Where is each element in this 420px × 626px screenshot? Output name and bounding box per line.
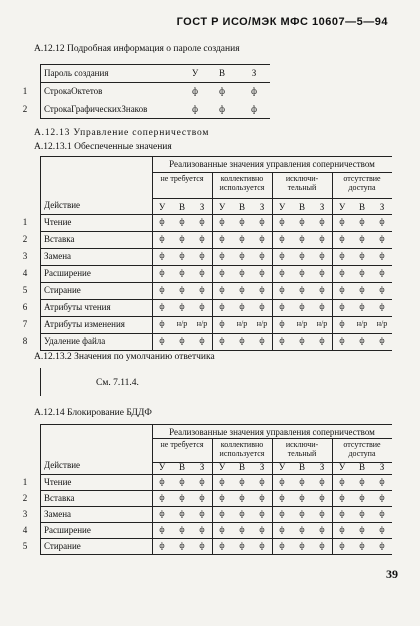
s2-cell: ф xyxy=(199,285,205,294)
section-title-a1212: А.12.12 Подробная информация о пароле создания xyxy=(34,44,240,54)
s2-cell: ф xyxy=(359,251,365,260)
s2-cell: ф xyxy=(299,268,305,277)
s2-cell: ф xyxy=(179,285,185,294)
s2-cell: ф xyxy=(259,336,265,345)
s2-cell: ф xyxy=(219,319,225,328)
s2-cell: ф xyxy=(279,217,285,226)
s2-cell: ф xyxy=(379,234,385,243)
s2-cell: ф xyxy=(319,336,325,345)
s2-cell: ф xyxy=(379,251,385,260)
s2-cell: ф xyxy=(239,251,245,260)
s2-cell: ф xyxy=(319,302,325,311)
s3-col-head: В xyxy=(358,462,365,472)
s2-cell: ф xyxy=(279,302,285,311)
s3-row-label: Расширение xyxy=(44,525,91,535)
s2-cell: н/р xyxy=(356,319,368,328)
s3-cell: ф xyxy=(279,525,285,534)
s2-cell: ф xyxy=(339,268,345,277)
s2-col-head: У xyxy=(158,202,166,212)
s2-cell: ф xyxy=(299,234,305,243)
t1-row-number: 2 xyxy=(22,104,28,114)
s2-row-number: 7 xyxy=(22,319,28,329)
t1-row-label: СтрокаОктетов xyxy=(44,86,103,96)
s2-cell: ф xyxy=(239,234,245,243)
s3-cell: ф xyxy=(199,477,205,486)
s3-group-head: исключи-тельный xyxy=(285,440,319,458)
s2-cell: ф xyxy=(179,217,185,226)
s3-row-label: Чтение xyxy=(44,477,72,487)
s2-col-head: В xyxy=(298,202,305,212)
s2-cell: ф xyxy=(279,268,285,277)
t1-top-rule xyxy=(40,64,270,65)
s3-row-number: 2 xyxy=(22,493,28,503)
s2-cell: н/р xyxy=(256,319,268,328)
s2-group-head: отсутствие доступа xyxy=(343,174,381,192)
s2-cell: ф xyxy=(359,285,365,294)
s3-cell: ф xyxy=(159,493,165,502)
s3-row-label: Вставка xyxy=(44,493,75,503)
s3-cell: ф xyxy=(319,525,325,534)
s2-cell: ф xyxy=(279,251,285,260)
s3-group-head: коллективно используется xyxy=(219,440,265,458)
s3-cell: ф xyxy=(279,541,285,550)
s2-cell: ф xyxy=(179,268,185,277)
s2-row-rule xyxy=(40,231,392,232)
s2-cell: ф xyxy=(279,285,285,294)
s3-span-header: Реализованные значения управления соперничеством xyxy=(169,427,375,437)
s3-row-rule xyxy=(40,506,392,507)
s2-cell: ф xyxy=(239,285,245,294)
s2-col-head: З xyxy=(379,202,385,212)
s2-span-header: Реализованные значения управления соперничеством xyxy=(169,159,375,169)
s2-cell: ф xyxy=(159,268,165,277)
s3-row-number: 4 xyxy=(22,525,28,535)
s3-cell: ф xyxy=(359,541,365,550)
s2-group-divider xyxy=(332,172,333,350)
s2-cell: ф xyxy=(379,302,385,311)
s2-cell: ф xyxy=(299,217,305,226)
s3-col-head: В xyxy=(178,462,185,472)
s3-left-rule xyxy=(40,424,41,554)
s2-cell: ф xyxy=(359,336,365,345)
subsection-title-a12131: А.12.13.1 Обеспеченные значения xyxy=(34,142,172,152)
s2-cell: ф xyxy=(159,302,165,311)
s2-cell: ф xyxy=(199,251,205,260)
s2-cell: ф xyxy=(339,336,345,345)
s2-cell: ф xyxy=(179,234,185,243)
s2-row-rule xyxy=(40,248,392,249)
s2-col-head: З xyxy=(319,202,325,212)
s2-cell: ф xyxy=(359,302,365,311)
s3-cell: ф xyxy=(299,525,305,534)
s3-cell: ф xyxy=(179,509,185,518)
s3-cell: ф xyxy=(299,541,305,550)
s2-cell: ф xyxy=(359,268,365,277)
s3-col-head: У xyxy=(338,462,346,472)
s2-cell: н/р xyxy=(176,319,188,328)
t1-bottom-rule xyxy=(40,118,270,119)
s2-row-rule xyxy=(40,265,392,266)
s2-cell: ф xyxy=(279,319,285,328)
t1-cell: ф xyxy=(251,86,257,96)
s2-cell: ф xyxy=(339,319,345,328)
s3-cell: ф xyxy=(279,477,285,486)
t1-col-head: В xyxy=(218,68,225,78)
s2-cell: ф xyxy=(299,302,305,311)
s3-cell: ф xyxy=(379,525,385,534)
s2-cell: н/р xyxy=(296,319,308,328)
s2-cell: ф xyxy=(239,217,245,226)
s2-cell: ф xyxy=(219,302,225,311)
s3-cell: ф xyxy=(259,509,265,518)
s2-row-number: 2 xyxy=(22,234,28,244)
s3-row-label: Стирание xyxy=(44,541,81,551)
section-title-a1214: А.12.14 Блокирование БДДФ xyxy=(34,408,152,418)
section-title-a1213: А.12.13 Управление соперничеством xyxy=(34,128,210,138)
s2-row-number: 4 xyxy=(22,268,28,278)
s2-row-rule xyxy=(40,333,392,334)
s2-cell: ф xyxy=(159,285,165,294)
s3-action-head: Действие xyxy=(44,460,81,470)
t1-row-number: 1 xyxy=(22,86,28,96)
s3-cell: ф xyxy=(259,477,265,486)
s2-group-head: коллективно используется xyxy=(219,174,265,192)
s2-cell: ф xyxy=(259,234,265,243)
s2-cell: ф xyxy=(379,217,385,226)
s2-cell: ф xyxy=(219,336,225,345)
s2-cell: ф xyxy=(199,336,205,345)
s2-cell: ф xyxy=(299,285,305,294)
s3-cell: ф xyxy=(239,525,245,534)
s3-cell: ф xyxy=(219,525,225,534)
s3-cell: ф xyxy=(299,509,305,518)
t1-cell: ф xyxy=(192,86,198,96)
s2-cell: ф xyxy=(339,285,345,294)
s3-cell: ф xyxy=(279,493,285,502)
s2-row-label: Удаление файла xyxy=(44,336,106,346)
s2-cell: ф xyxy=(239,302,245,311)
s3-row-number: 3 xyxy=(22,509,28,519)
s2-cell: ф xyxy=(219,251,225,260)
s3-row-number: 1 xyxy=(22,477,28,487)
s2-cell: ф xyxy=(259,285,265,294)
s3-header-rule xyxy=(40,474,392,475)
s3-col-head: В xyxy=(238,462,245,472)
s3-col-head: З xyxy=(259,462,265,472)
s3-top-rule xyxy=(40,424,392,425)
t1-left-rule xyxy=(40,64,41,118)
s3-cell: ф xyxy=(159,541,165,550)
s3-cell: ф xyxy=(359,509,365,518)
t1-cell: ф xyxy=(219,104,225,114)
s3-cell: ф xyxy=(319,509,325,518)
reference-text: См. 7.11.4. xyxy=(96,378,139,388)
s2-cell: н/р xyxy=(316,319,328,328)
s2-cell: ф xyxy=(339,217,345,226)
s2-cell: ф xyxy=(379,336,385,345)
s2-divider xyxy=(152,156,153,350)
document-header: ГОСТ Р ИСО/МЭК МФС 10607—5—94 xyxy=(176,16,388,28)
s3-cell: ф xyxy=(159,509,165,518)
s2-cell: ф xyxy=(319,251,325,260)
s3-cell: ф xyxy=(379,477,385,486)
s2-row-rule xyxy=(40,299,392,300)
s2-row-rule xyxy=(40,350,392,351)
s3-cell: ф xyxy=(379,509,385,518)
s2-cell: ф xyxy=(219,285,225,294)
s2-cell: ф xyxy=(199,217,205,226)
s2-action-head: Действие xyxy=(44,200,81,210)
s2-cell: ф xyxy=(199,302,205,311)
t1-cell: ф xyxy=(219,86,225,96)
s2-cell: ф xyxy=(199,234,205,243)
s2-row-label: Вставка xyxy=(44,234,75,244)
s2-cell: ф xyxy=(339,251,345,260)
ref-bracket xyxy=(40,368,41,396)
s3-cell: ф xyxy=(339,541,345,550)
s3-col-head: В xyxy=(298,462,305,472)
s3-cell: ф xyxy=(179,477,185,486)
s3-cell: ф xyxy=(319,477,325,486)
s3-cell: ф xyxy=(239,493,245,502)
s3-cell: ф xyxy=(259,493,265,502)
s2-row-label: Атрибуты изменения xyxy=(44,319,125,329)
s2-row-number: 6 xyxy=(22,302,28,312)
s2-cell: ф xyxy=(359,217,365,226)
s2-header-rule xyxy=(40,214,392,215)
s2-cell: ф xyxy=(179,336,185,345)
s2-row-rule xyxy=(40,282,392,283)
s2-cell: ф xyxy=(379,285,385,294)
s3-cell: ф xyxy=(359,477,365,486)
s3-cell: ф xyxy=(219,493,225,502)
s3-col-head: З xyxy=(319,462,325,472)
s3-col-head: З xyxy=(379,462,385,472)
s3-cell: ф xyxy=(259,541,265,550)
s2-cell: ф xyxy=(219,234,225,243)
s3-cell: ф xyxy=(259,525,265,534)
t1-col-head: З xyxy=(251,68,257,78)
t1-row-label: СтрокаГрафическихЗнаков xyxy=(44,104,148,114)
s2-col-head: У xyxy=(338,202,346,212)
s3-cell: ф xyxy=(319,493,325,502)
s2-cell: ф xyxy=(239,268,245,277)
s3-cell: ф xyxy=(219,509,225,518)
s3-row-rule xyxy=(40,490,392,491)
t1-header-rule xyxy=(40,82,270,83)
s2-col-head: У xyxy=(218,202,226,212)
s2-cell: ф xyxy=(379,268,385,277)
s2-cell: ф xyxy=(259,251,265,260)
s2-cell: ф xyxy=(239,336,245,345)
s2-cell: ф xyxy=(159,251,165,260)
page-number: 39 xyxy=(386,567,398,581)
s2-row-rule xyxy=(40,316,392,317)
s3-cell: ф xyxy=(239,541,245,550)
s3-cell: ф xyxy=(299,493,305,502)
s2-cell: ф xyxy=(259,302,265,311)
s2-col-head: В xyxy=(358,202,365,212)
s3-col-head: З xyxy=(199,462,205,472)
s2-row-label: Атрибуты чтения xyxy=(44,302,111,312)
s2-row-number: 3 xyxy=(22,251,28,261)
s3-cell: ф xyxy=(239,509,245,518)
s2-cell: н/р xyxy=(196,319,208,328)
t1-cell: ф xyxy=(192,104,198,114)
s2-cell: ф xyxy=(319,234,325,243)
s2-cell: н/р xyxy=(376,319,388,328)
s2-col-head: В xyxy=(238,202,245,212)
s3-cell: ф xyxy=(379,541,385,550)
s2-cell: ф xyxy=(259,268,265,277)
s3-cell: ф xyxy=(199,509,205,518)
s2-cell: ф xyxy=(299,251,305,260)
s3-cell: ф xyxy=(299,477,305,486)
t1-head-label: Пароль создания xyxy=(44,68,109,78)
s3-cell: ф xyxy=(179,525,185,534)
s2-cell: ф xyxy=(259,217,265,226)
s2-cell: ф xyxy=(179,302,185,311)
s3-group-head: отсутствие доступа xyxy=(343,440,381,458)
s2-cell: ф xyxy=(159,217,165,226)
s3-cell: ф xyxy=(339,477,345,486)
s2-row-number: 1 xyxy=(22,217,28,227)
s3-cell: ф xyxy=(339,509,345,518)
s2-row-label: Стирание xyxy=(44,285,81,295)
s2-top-rule xyxy=(40,156,392,157)
s2-col-head: З xyxy=(199,202,205,212)
s2-cell: ф xyxy=(219,217,225,226)
s2-row-label: Расширение xyxy=(44,268,91,278)
s3-row-number: 5 xyxy=(22,541,28,551)
s3-col-head: У xyxy=(218,462,226,472)
s3-cell: ф xyxy=(379,493,385,502)
s2-row-label: Чтение xyxy=(44,217,72,227)
s3-cell: ф xyxy=(279,509,285,518)
s3-cell: ф xyxy=(199,525,205,534)
s3-cell: ф xyxy=(179,541,185,550)
s3-cell: ф xyxy=(219,541,225,550)
s2-cell: ф xyxy=(359,234,365,243)
s2-group-head: исключи-тельный xyxy=(285,174,319,192)
s2-col-head: В xyxy=(178,202,185,212)
s2-cell: ф xyxy=(319,285,325,294)
s3-cell: ф xyxy=(159,477,165,486)
s3-row-rule xyxy=(40,538,392,539)
s3-row-rule xyxy=(40,522,392,523)
subsection-title-a12132: А.12.13.2 Значения по умолчанию ответчика xyxy=(34,352,215,362)
s2-row-number: 5 xyxy=(22,285,28,295)
s2-left-rule xyxy=(40,156,41,350)
s2-col-head: З xyxy=(259,202,265,212)
t1-col-head: У xyxy=(191,68,199,78)
s2-cell: ф xyxy=(219,268,225,277)
s2-row-number: 8 xyxy=(22,336,28,346)
s3-col-head: У xyxy=(278,462,286,472)
s3-col-head: У xyxy=(158,462,166,472)
s3-cell: ф xyxy=(239,477,245,486)
s3-cell: ф xyxy=(179,493,185,502)
s2-cell: ф xyxy=(279,336,285,345)
s2-cell: ф xyxy=(319,268,325,277)
s2-cell: ф xyxy=(339,234,345,243)
s2-group-divider xyxy=(272,172,273,350)
s2-group-head: не требуется xyxy=(160,174,204,183)
s3-cell: ф xyxy=(199,493,205,502)
s3-row-label: Замена xyxy=(44,509,72,519)
s2-cell: ф xyxy=(179,251,185,260)
s3-cell: ф xyxy=(319,541,325,550)
s3-cell: ф xyxy=(159,525,165,534)
s3-cell: ф xyxy=(359,525,365,534)
s2-group-divider xyxy=(212,172,213,350)
s2-cell: ф xyxy=(319,217,325,226)
t1-cell: ф xyxy=(251,104,257,114)
s3-row-rule xyxy=(40,554,392,555)
s2-cell: ф xyxy=(199,268,205,277)
s3-cell: ф xyxy=(219,477,225,486)
s2-cell: ф xyxy=(159,336,165,345)
s2-row-label: Замена xyxy=(44,251,72,261)
s3-cell: ф xyxy=(339,525,345,534)
s2-cell: ф xyxy=(159,234,165,243)
s3-group-head: не требуется xyxy=(160,440,204,449)
s3-cell: ф xyxy=(199,541,205,550)
s2-cell: ф xyxy=(279,234,285,243)
s2-cell: ф xyxy=(159,319,165,328)
s2-cell: н/р xyxy=(236,319,248,328)
s2-cell: ф xyxy=(339,302,345,311)
s3-cell: ф xyxy=(339,493,345,502)
s2-cell: ф xyxy=(299,336,305,345)
s3-cell: ф xyxy=(359,493,365,502)
s2-col-head: У xyxy=(278,202,286,212)
